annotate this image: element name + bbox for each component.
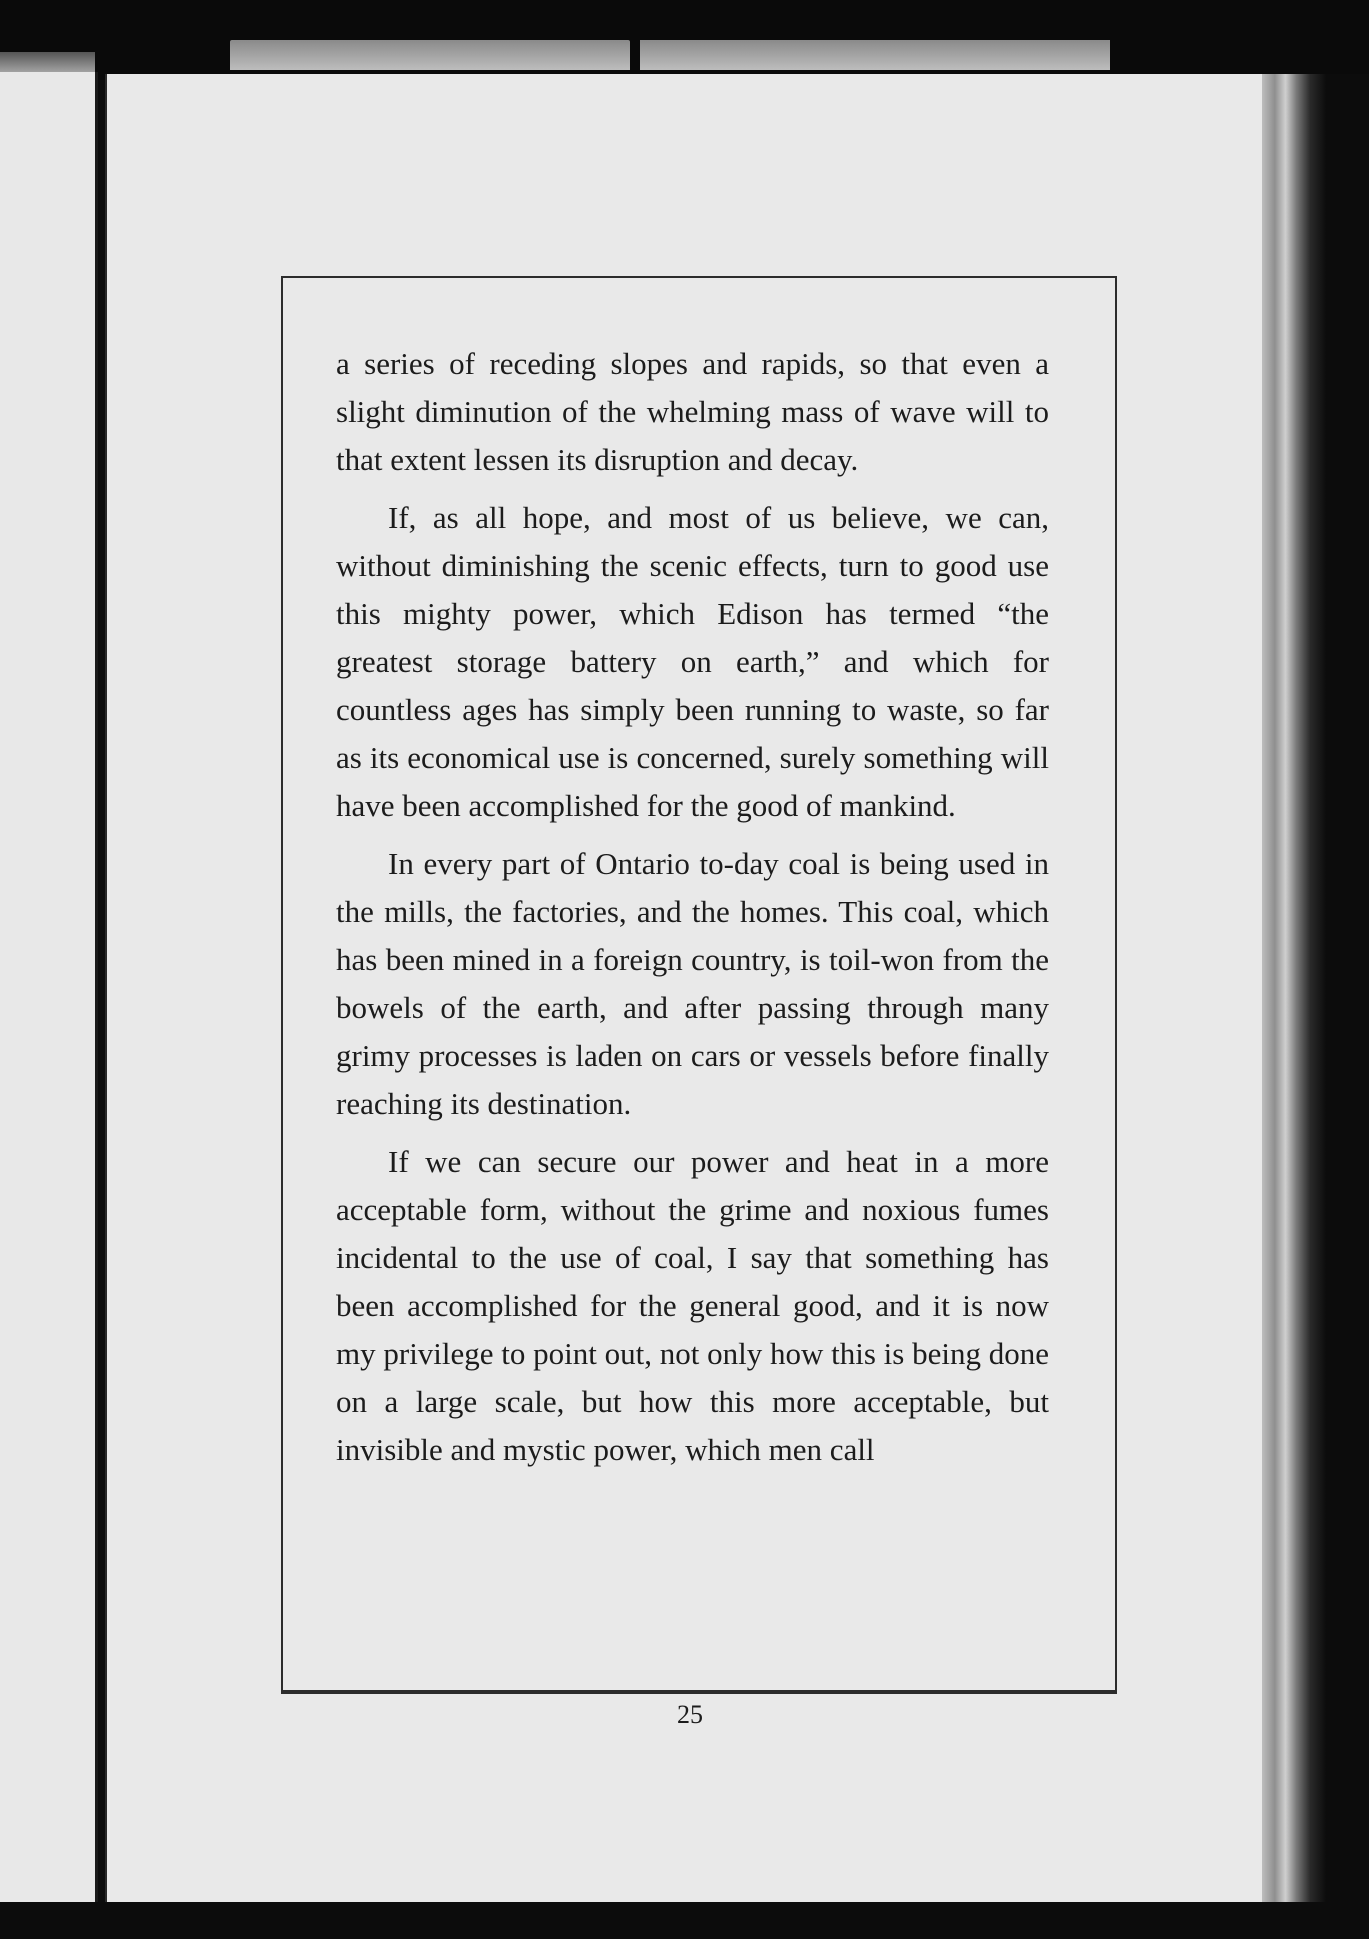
paragraph-continued: a series of receding slopes and rapids, so that even a slight diminution of the whelming mass of wave will to that extent lessen its disruption and decay. xyxy=(336,346,1049,477)
bottom-dark-border xyxy=(0,1902,1369,1939)
previous-page-edge xyxy=(0,72,98,1939)
frame-bottom-rule xyxy=(281,1690,1117,1692)
torn-page-edge xyxy=(640,40,1110,70)
paragraph: In every part of Ontario to-day coal is being used in the mills, the factories, and the homes. This coal, which has been mined in a foreign country, is toil-won from the bowels of the earth, and after passing through many grimy processes is laden on cars or vessels before finally reaching its destination. xyxy=(336,846,1049,1121)
paragraph: If, as all hope, and most of us believe, we can, without diminishing the scenic effects, turn to good use this mighty power, which Edison has termed “the greatest storage battery on earth,” and which for countless ages has simply been running to waste, so far as its economical use is concerned, surely something will have been accomplished for the good of mankind. xyxy=(336,500,1049,823)
paragraph: If we can secure our power and heat in a more acceptable form, without the grime and noxious fumes incidental to the use of coal, I say that something has been accomplished for the general good, and it is now my privilege to point out, not only how this is being done on a large scale, but how this more acceptable, but invisible and mystic power, which men call xyxy=(336,1144,1049,1467)
book-gutter xyxy=(95,72,98,1939)
page-stack-edge xyxy=(1262,74,1369,1939)
page-number: 25 xyxy=(677,1700,703,1729)
torn-page-edge xyxy=(0,52,95,74)
top-dark-border xyxy=(0,0,1369,80)
torn-page-edge xyxy=(230,40,630,70)
body-text xyxy=(336,340,1049,1474)
